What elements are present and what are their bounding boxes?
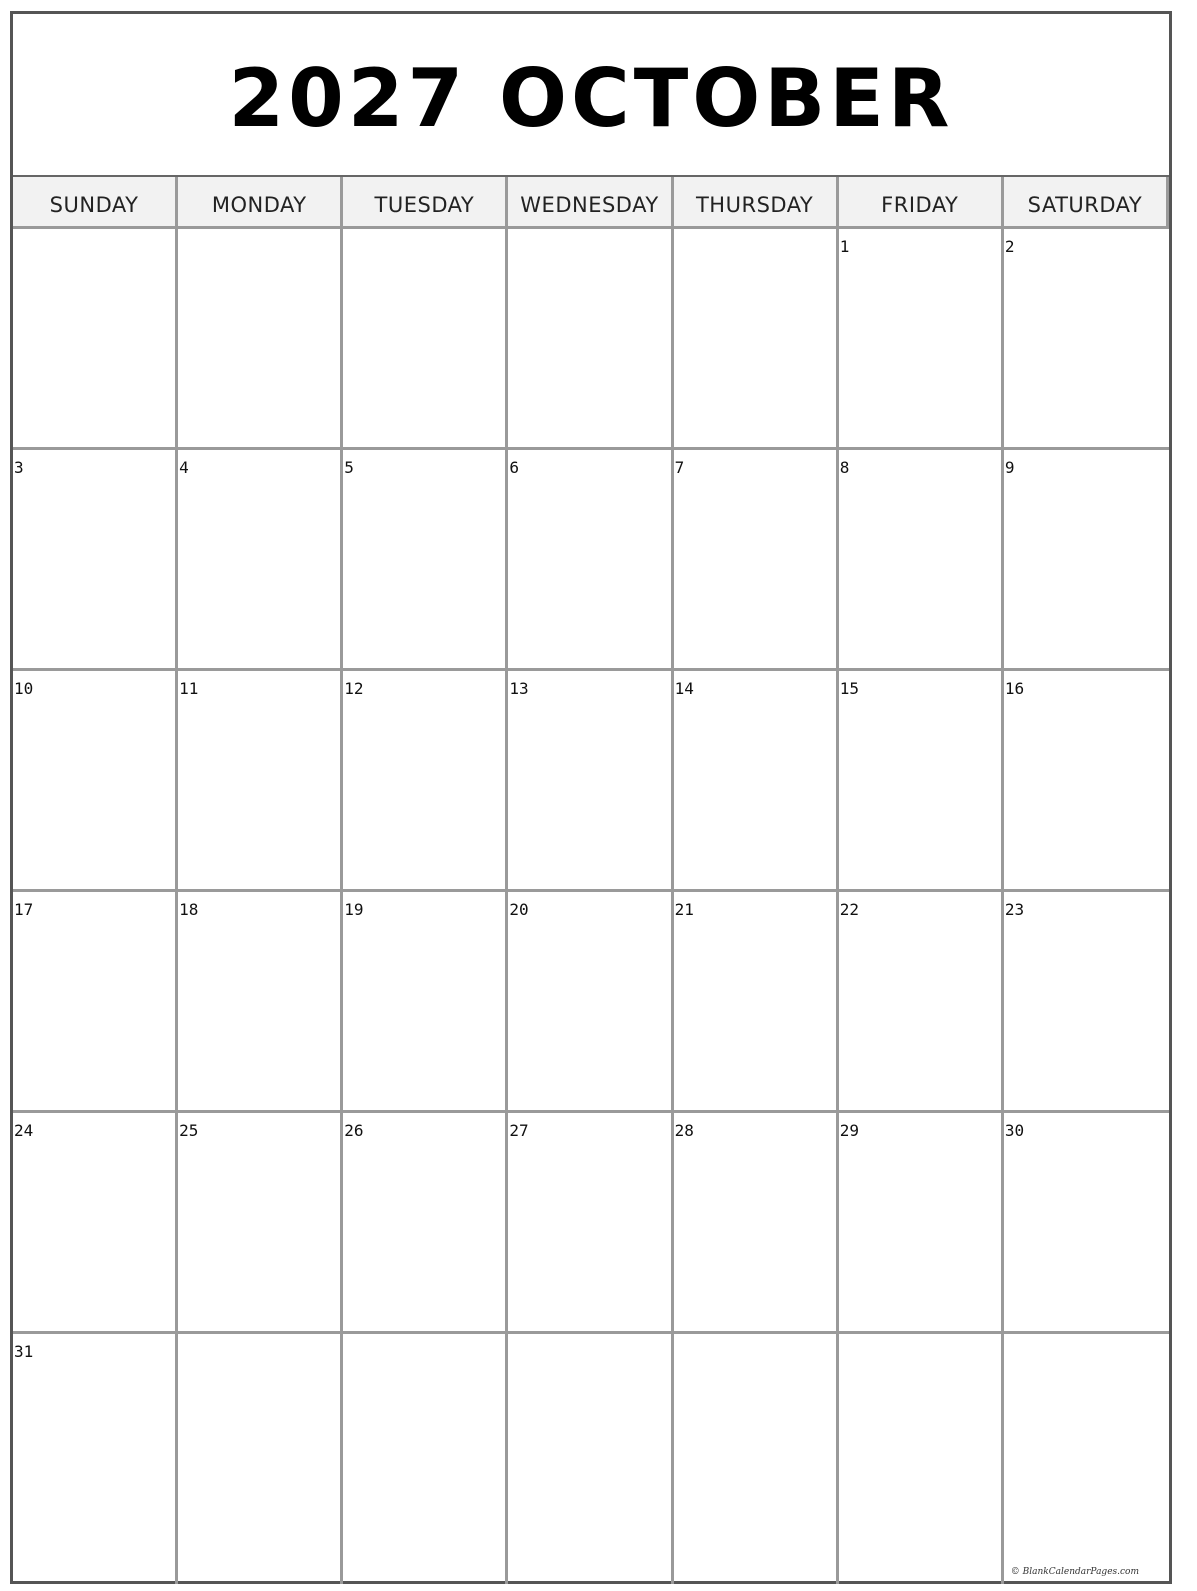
day-cell[interactable] bbox=[178, 892, 343, 1113]
day-cell[interactable] bbox=[13, 892, 178, 1113]
day-cell[interactable] bbox=[178, 1113, 343, 1334]
day-cell[interactable] bbox=[1004, 1113, 1169, 1334]
day-cell[interactable] bbox=[13, 1113, 178, 1334]
day-cell[interactable] bbox=[178, 229, 343, 450]
day-cell[interactable] bbox=[1004, 892, 1169, 1113]
day-cell[interactable] bbox=[13, 229, 178, 450]
day-cell[interactable] bbox=[839, 450, 1004, 671]
day-cell[interactable] bbox=[1004, 671, 1169, 892]
day-cell[interactable] bbox=[674, 1334, 839, 1584]
day-cell[interactable] bbox=[508, 229, 673, 450]
day-number: 8 bbox=[839, 458, 850, 477]
day-number: 3 bbox=[14, 458, 24, 477]
day-number: 4 bbox=[179, 458, 189, 477]
day-cell[interactable] bbox=[839, 229, 1004, 450]
day-cell[interactable] bbox=[508, 1113, 673, 1334]
day-cell[interactable] bbox=[343, 229, 508, 450]
day-number: 24 bbox=[14, 1121, 34, 1140]
day-cell[interactable] bbox=[674, 1113, 839, 1334]
weekday-header: WEDNESDAY bbox=[508, 177, 673, 229]
day-cell[interactable] bbox=[343, 892, 508, 1113]
day-cell[interactable] bbox=[508, 1334, 673, 1584]
day-cell[interactable] bbox=[13, 671, 178, 892]
day-cell[interactable] bbox=[178, 450, 343, 671]
day-cell[interactable] bbox=[508, 671, 673, 892]
day-number: 6 bbox=[509, 458, 520, 477]
day-number: 22 bbox=[839, 900, 859, 919]
weekday-header: SUNDAY bbox=[13, 177, 178, 229]
day-cell[interactable] bbox=[839, 892, 1004, 1113]
weekday-header: SATURDAY bbox=[1004, 177, 1169, 229]
day-number: 20 bbox=[509, 900, 529, 919]
day-number: 16 bbox=[1004, 679, 1025, 698]
weekday-header: MONDAY bbox=[178, 177, 343, 229]
day-number: 29 bbox=[839, 1121, 859, 1140]
day-cell[interactable] bbox=[839, 671, 1004, 892]
day-number: 2 bbox=[1004, 237, 1015, 256]
day-number: 27 bbox=[509, 1121, 529, 1140]
day-cell[interactable] bbox=[839, 1334, 1004, 1584]
day-cell[interactable] bbox=[674, 229, 839, 450]
day-number: 11 bbox=[179, 679, 199, 698]
day-cell[interactable] bbox=[13, 450, 178, 671]
calendar-grid bbox=[13, 177, 1169, 1584]
calendar-title: 2027 OCTOBER bbox=[228, 52, 954, 145]
day-cell[interactable] bbox=[839, 1113, 1004, 1334]
day-number: 7 bbox=[674, 458, 685, 477]
day-cell[interactable] bbox=[674, 671, 839, 892]
day-number: 17 bbox=[14, 900, 34, 919]
day-number: 25 bbox=[179, 1121, 199, 1140]
day-number: 31 bbox=[14, 1342, 34, 1361]
day-number: 23 bbox=[1004, 900, 1025, 919]
calendar-frame bbox=[10, 11, 1172, 1584]
day-number: 10 bbox=[14, 679, 34, 698]
day-cell[interactable] bbox=[13, 1334, 178, 1584]
day-number: 14 bbox=[674, 679, 694, 698]
day-cell[interactable] bbox=[1004, 229, 1169, 450]
day-number: 15 bbox=[839, 679, 859, 698]
day-cell[interactable] bbox=[178, 671, 343, 892]
weekday-header: TUESDAY bbox=[343, 177, 508, 229]
site-credit: © BlankCalendarPages.com bbox=[1010, 1567, 1139, 1577]
day-cell[interactable] bbox=[508, 450, 673, 671]
day-cell[interactable] bbox=[343, 1334, 508, 1584]
day-number: 13 bbox=[509, 679, 529, 698]
day-number: 19 bbox=[344, 900, 364, 919]
day-number: 5 bbox=[344, 458, 354, 477]
weekday-header: THURSDAY bbox=[674, 177, 839, 229]
day-number: 26 bbox=[344, 1121, 364, 1140]
day-cell[interactable] bbox=[674, 892, 839, 1113]
day-number: 30 bbox=[1004, 1121, 1025, 1140]
day-number: 9 bbox=[1004, 458, 1015, 477]
day-cell[interactable] bbox=[1004, 1334, 1169, 1584]
day-cell[interactable] bbox=[178, 1334, 343, 1584]
day-number: 12 bbox=[344, 679, 364, 698]
day-cell[interactable] bbox=[674, 450, 839, 671]
day-number: 21 bbox=[674, 900, 694, 919]
day-cell[interactable] bbox=[1004, 450, 1169, 671]
day-cell[interactable] bbox=[343, 671, 508, 892]
day-number: 28 bbox=[674, 1121, 694, 1140]
weekday-header: FRIDAY bbox=[839, 177, 1004, 229]
day-number: 1 bbox=[839, 237, 850, 256]
day-cell[interactable] bbox=[343, 450, 508, 671]
day-cell[interactable] bbox=[508, 892, 673, 1113]
day-cell[interactable] bbox=[343, 1113, 508, 1334]
day-number: 18 bbox=[179, 900, 199, 919]
